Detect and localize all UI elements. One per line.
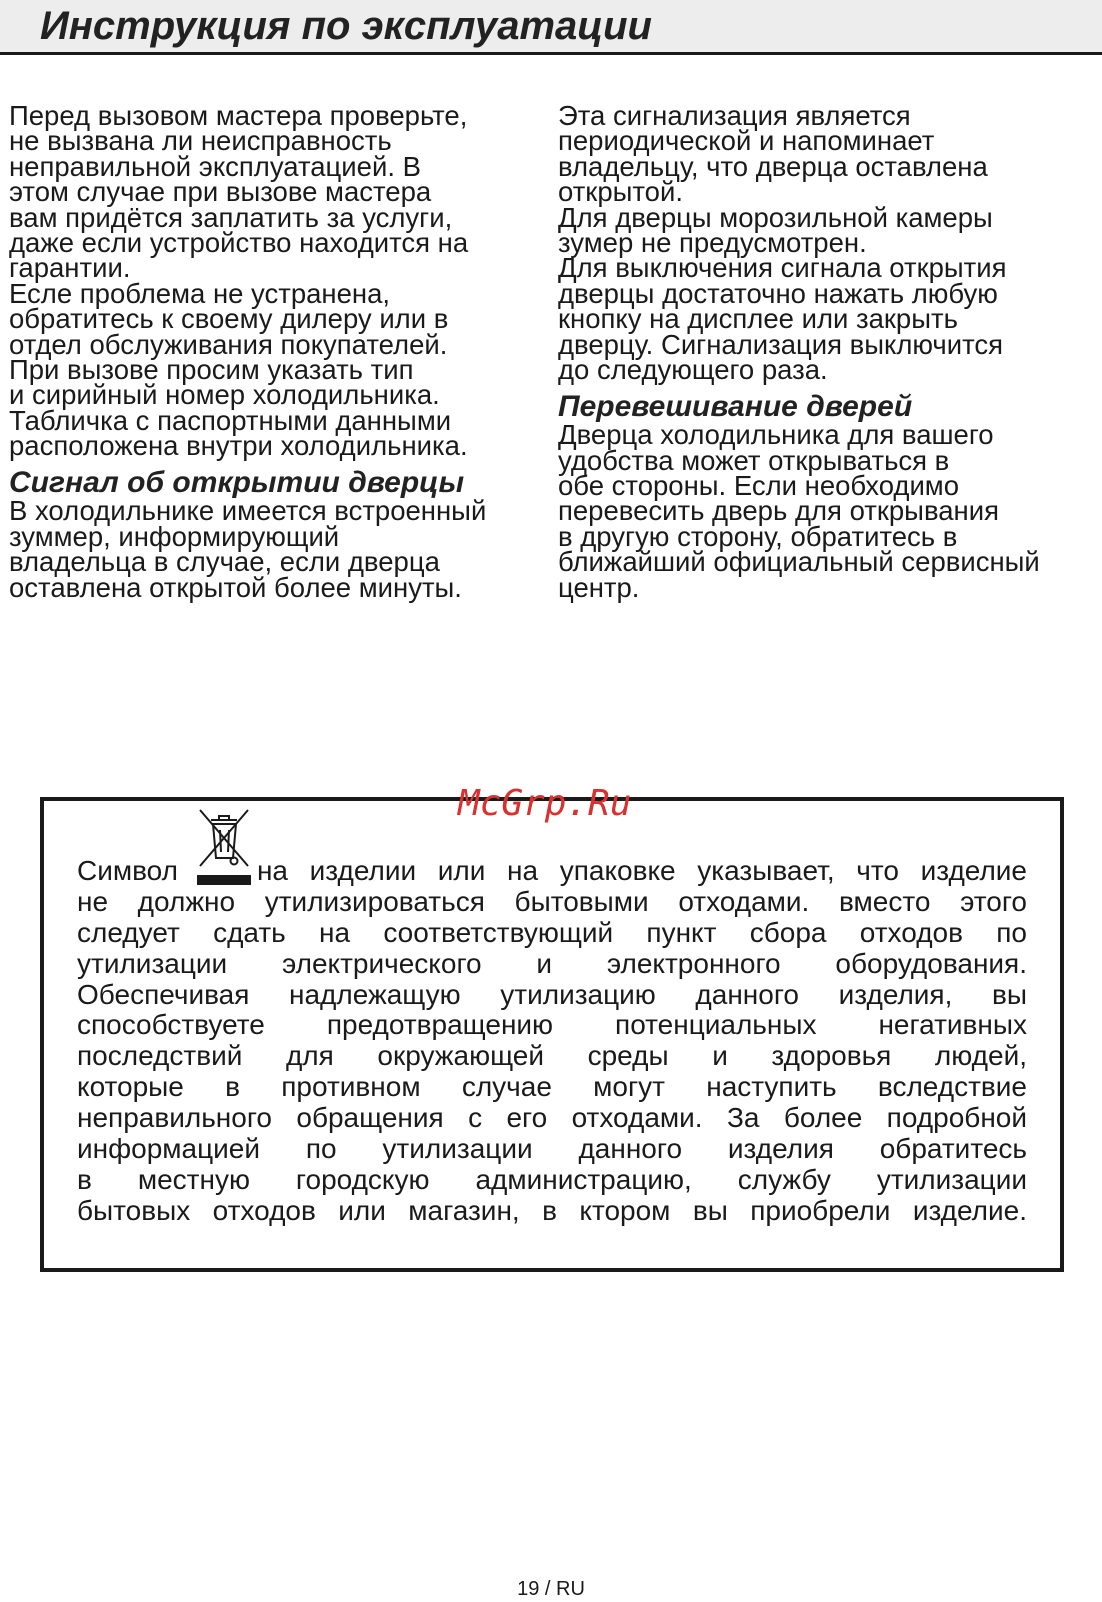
disposal-notice-text: [77, 856, 1027, 1227]
notice-first-line-rest: на изделии или на упаковке указывает, что изделие: [256, 855, 1027, 886]
alarm-line: открытой.: [558, 176, 683, 208]
alarm-line: периодической и напоминает: [558, 125, 935, 157]
intro-line: обратитесь к своему дилеру или в: [9, 303, 449, 335]
right-column: [558, 100, 1098, 603]
door-signal-line: зуммер, информирующий: [9, 520, 340, 552]
page-header: [0, 0, 1102, 55]
intro-line: Есле проблема не устранена,: [9, 277, 391, 309]
door-reversal-line: центр.: [558, 571, 640, 603]
door-reversal-line: в другую сторону, обратитесь в: [558, 520, 958, 552]
page-title: Инструкция по эксплуатации: [40, 4, 652, 48]
alarm-line: дверцу. Сигнализация выключится: [558, 328, 1004, 360]
alarm-line: Для выключения сигнала открытия: [558, 252, 1007, 284]
intro-line: неправильной эксплуатацией. В: [9, 150, 421, 182]
door-signal-heading: Сигнал об открытии дверцы: [9, 466, 465, 500]
door-signal-line: В холодильнике имеется встроенный: [9, 495, 487, 527]
intro-line: расположена внутри холодильника.: [9, 430, 468, 462]
notice-line: Обеспечивая надлежащую утилизацию данного изделия, вы: [77, 978, 1027, 1010]
door-reversal-line: ближайший официальный сервисный: [558, 546, 1040, 578]
notice-line: которые в противном случае могут наступить вследствие: [77, 1071, 1027, 1103]
intro-line: При вызове просим указать тип: [9, 353, 414, 385]
page-number: 19 / RU: [517, 1578, 585, 1600]
notice-line: следует сдать на соответствующий пункт сбора отходов по: [77, 916, 1027, 948]
intro-line: не вызвана ли неисправность: [9, 125, 392, 157]
door-reversal-heading: Перевешивание дверей: [558, 390, 913, 424]
door-reversal-line: перевесить дверь для открывания: [558, 495, 999, 527]
intro-line: Табличка с паспортными данными: [9, 404, 452, 436]
intro-line: даже если устройство находится на: [9, 226, 469, 258]
alarm-line: зумер не предусмотрен.: [558, 226, 867, 258]
notice-symbol-word: Символ: [77, 855, 178, 886]
alarm-line: дверцы достаточно нажать любую: [558, 277, 998, 309]
intro-line: этом случае при вызове мастера: [9, 176, 432, 208]
intro-line: отдел обслуживания покупателей.: [9, 328, 448, 360]
notice-line: информацией по утилизации данного изделия обратитесь: [77, 1133, 1027, 1165]
watermark: McGrp.Ru: [458, 783, 632, 824]
notice-line: в местную городскую администрацию, службу утилизации: [77, 1163, 1027, 1195]
intro-line: Перед вызовом мастера проверьте,: [9, 100, 468, 131]
intro-line: и сирийный номер холодильника.: [9, 379, 440, 411]
door-reversal-line: Дверца холодильника для вашего: [558, 419, 994, 451]
left-column: [9, 100, 549, 603]
door-signal-line: владельца в случае, если дверца: [9, 546, 440, 578]
intro-line: вам придётся заплатить за услуги,: [9, 201, 453, 233]
notice-line: неправильного обращения с его отходами. За более подробной: [77, 1102, 1027, 1134]
alarm-line: до следующего раза.: [558, 353, 828, 385]
notice-first-line: [77, 856, 1027, 887]
notice-line: последствий для окружающей среды и здоровья людей,: [77, 1040, 1027, 1072]
door-reversal-line: удобства может открываться в: [558, 444, 950, 476]
door-signal-line: оставлена открытой более минуты.: [9, 571, 462, 603]
intro-line: гарантии.: [9, 252, 131, 284]
door-reversal-line: обе стороны. Если необходимо: [558, 470, 960, 502]
alarm-line: владельцу, что дверца оставлена: [558, 150, 988, 182]
notice-line: бытовых отходов или магазин, в ктором вы приобрели изделие.: [77, 1194, 1027, 1226]
notice-line: способствуете предотвращению потенциальных негативных: [77, 1009, 1027, 1041]
alarm-line: Эта сигнализация является: [558, 100, 911, 131]
notice-line: не должно утилизироваться бытовыми отходами. вместо этого: [77, 885, 1027, 917]
alarm-line: Для дверцы морозильной камеры: [558, 201, 993, 233]
alarm-line: кнопку на дисплее или закрыть: [558, 303, 958, 335]
notice-line: утилизации электрического и электронного оборудования.: [77, 947, 1027, 979]
